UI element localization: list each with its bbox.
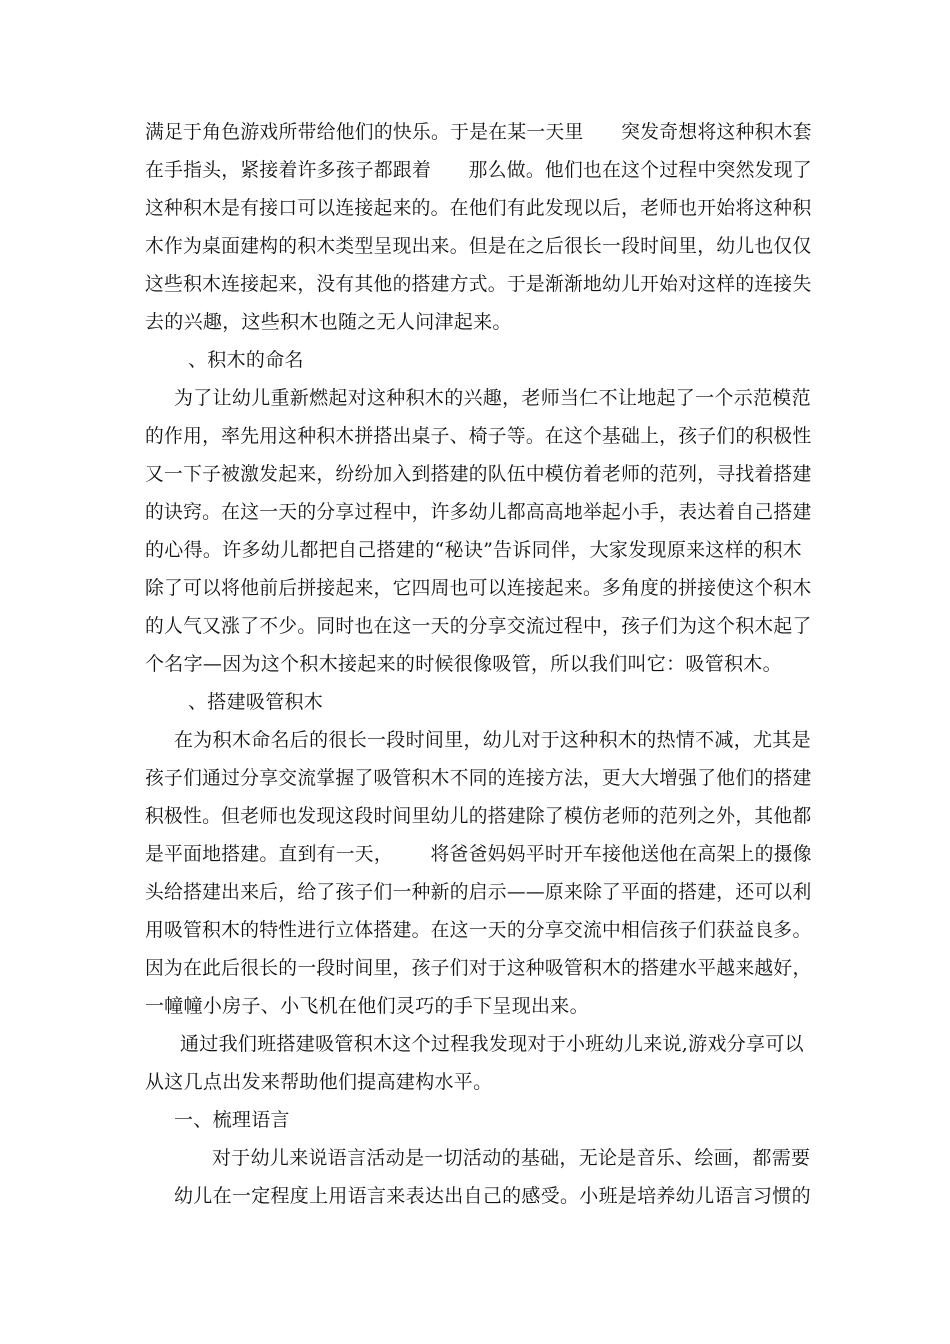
text-segment: 的人气又涨了不少。同时也在这一天的分享交流过程中，孩子们为这个积木起了 xyxy=(145,615,812,637)
text-line xyxy=(145,422,812,450)
text-segment: 对于幼儿来说语言活动是一切活动的基础，无论是音乐、绘画，都需要 xyxy=(212,1147,811,1169)
text-line xyxy=(145,232,812,260)
text-segment: 的诀窍。在这一天的分享过程中，许多幼儿都高高地举起小手，表达着自己搭建 xyxy=(145,501,812,523)
text-segment: 在手指头，紧接着许多孩子都跟着 xyxy=(145,159,432,181)
text-line xyxy=(174,384,811,412)
text-line xyxy=(145,308,512,336)
text-line xyxy=(145,270,812,298)
text-segment: 因为在此后很长的一段时间里，孩子们对于这种吸管积木的搭建水平越来越好， xyxy=(145,957,812,979)
text-line xyxy=(145,992,589,1020)
text-segment: 一幢幢小房子、小飞机在他们灵巧的手下呈现出来。 xyxy=(145,995,589,1017)
heading-text: 一、梳理语言 xyxy=(174,1109,290,1131)
text-line xyxy=(174,1182,811,1210)
text-line xyxy=(145,802,812,830)
text-segment: 那么做。他们也在这个过程中突然发现了 xyxy=(468,159,812,181)
heading-text: 、搭建吸管积木 xyxy=(188,691,324,713)
text-segment: 孩子们通过分享交流掌握了吸管积木不同的连接方法，更大大增强了他们的搭建 xyxy=(145,767,812,789)
text-line xyxy=(145,612,812,640)
text-line xyxy=(145,194,812,222)
text-line xyxy=(145,156,812,184)
text-line xyxy=(174,726,811,754)
heading-text: 、积木的命名 xyxy=(188,349,304,371)
text-segment: 将爸爸妈妈平时开车接他送他在高架上的摄像 xyxy=(430,843,812,865)
text-line xyxy=(145,1068,492,1096)
text-segment: 用吸管积木的特性进行立体搭建。在这一天的分享交流中相信孩子们获益良多。 xyxy=(145,919,812,941)
text-segment: 去的兴趣，这些积木也随之无人问津起来。 xyxy=(145,311,512,333)
text-segment: 又一下子被激发起来，纷纷加入到搭建的队伍中模仿着老师的范列，寻找着搭建 xyxy=(145,463,812,485)
text-line xyxy=(180,1030,804,1058)
text-line xyxy=(145,498,812,526)
text-segment: 积极性。但老师也发现这段时间里幼儿的搭建除了模仿老师的范列之外，其他都 xyxy=(145,805,812,827)
text-segment: 除了可以将他前后拼接起来，它四周也可以连接起来。多角度的拼接使这个积木 xyxy=(145,577,812,599)
text-line xyxy=(145,574,812,602)
text-segment: 在为积木命名后的很长一段时间里，幼儿对于这种积木的热情不减，尤其是 xyxy=(174,729,811,751)
text-line xyxy=(145,878,812,906)
text-segment: 是平面地搭建。直到有一天， xyxy=(145,843,393,865)
text-segment: 从这几点出发来帮助他们提高建构水平。 xyxy=(145,1071,493,1093)
text-line xyxy=(145,460,812,488)
text-line xyxy=(145,650,782,678)
text-line xyxy=(212,1144,810,1172)
text-segment: 木作为桌面建构的积木类型呈现出来。但是在之后很长一段时间里，幼儿也仅仅 xyxy=(145,235,812,257)
text-segment: 的心得。许多幼儿都把自己搭建的“秘诀”告诉同伴，大家发现原来这样的积木 xyxy=(145,539,802,561)
section-heading xyxy=(188,346,304,374)
text-segment: 通过我们班搭建吸管积木这个过程我发现对于小班幼儿来说,游戏分享可以 xyxy=(180,1033,804,1055)
text-segment: 这些积木连接起来，没有其他的搭建方式。于是渐渐地幼儿开始对这样的连接失 xyxy=(145,273,812,295)
text-line xyxy=(145,916,812,944)
text-line xyxy=(145,840,812,868)
text-segment: 的作用，率先用这种积木拼搭出桌子、椅子等。在这个基础上，孩子们的积极性 xyxy=(145,425,812,447)
text-segment: 为了让幼儿重新燃起对这种积木的兴趣，老师当仁不让地起了一个示范模范 xyxy=(174,387,811,409)
text-segment: 这种积木是有接口可以连接起来的。在他们有此发现以后，老师也开始将这种积 xyxy=(145,197,812,219)
text-line xyxy=(145,536,802,564)
text-segment: 满足于角色游戏所带给他们的快乐。于是在某一天里 xyxy=(145,121,584,143)
text-segment: 头给搭建出来后，给了孩子们一种新的启示——原来除了平面的搭建，还可以利 xyxy=(145,881,812,903)
text-line xyxy=(145,764,812,792)
section-heading xyxy=(174,1106,290,1134)
section-heading xyxy=(188,688,323,716)
text-line xyxy=(145,954,812,982)
text-segment: 个名字—因为这个积木接起来的时候很像吸管，所以我们叫它：吸管积木。 xyxy=(145,653,782,675)
text-segment: 突发奇想将这种积木套 xyxy=(621,121,812,143)
text-segment: 幼儿在一定程度上用语言来表达出自己的感受。小班是培养幼儿语言习惯的 xyxy=(174,1185,811,1207)
text-line xyxy=(145,118,812,146)
